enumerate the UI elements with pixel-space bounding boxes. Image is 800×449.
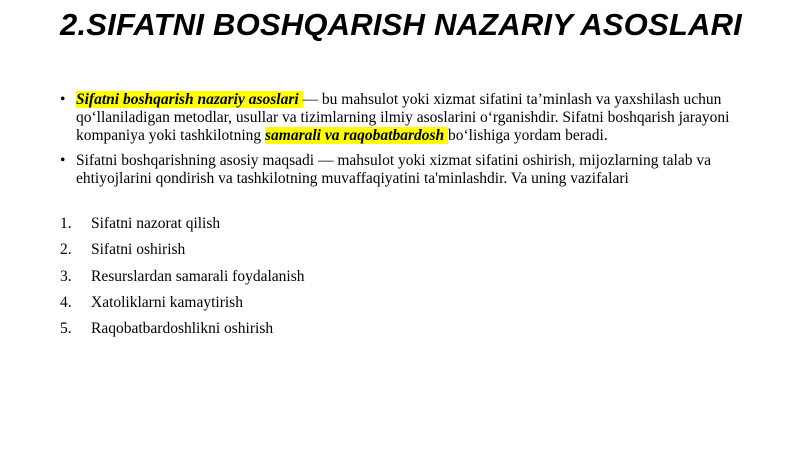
item-number: 4. [60,293,72,311]
numbered-list [60,215,750,346]
bullet-text: Sifatni boshqarishning asosiy maqsadi — mahsulot yoki xizmat sifatini oshirish, mijozlarning talab va ehtiyojlarini qondirish va tashkilotning muvaffaqiyatini ta'minlashdir. Va uning vazifalari [76,151,711,187]
item-number: 1. [60,215,72,232]
item-number: 3. [60,267,72,285]
highlighted-term: samarali va raqobatbardosh [265,127,449,145]
slide-title: 2.SIFATNI BOSHQARISH NAZARIY ASOSLARI [60,7,742,42]
numbered-item [60,215,750,241]
item-number: 5. [60,320,72,338]
item-text: Raqobatbardoshlikni oshirish [91,320,274,338]
bullet-item [60,152,750,188]
bullet-text: — bu mahsulot yoki xizmat sifatini taʼminlash va yaxshilash uchun qoʻllaniladigan metodlar, usullar va tizimlarning ilmiy asoslarini oʻrganishdir. Sifatni boshqarish jarayoni kompaniya yoki tashkilotning [76,91,730,145]
numbered-item [60,294,750,320]
bullet-list [60,91,750,194]
numbered-item [60,241,750,267]
bullet-text: boʻlishiga yordam beradi. [448,127,608,145]
item-text: Sifatni oshirish [91,241,186,259]
bullet-item [60,91,750,146]
numbered-item [60,320,750,346]
item-text: Xatoliklarni kamaytirish [91,293,243,311]
bullet-marker: • [60,151,66,169]
item-text: Resurslardan samarali foydalanish [91,267,305,285]
highlighted-term: Sifatni boshqarish nazariy asoslari [76,91,303,108]
item-number: 2. [60,241,72,259]
bullet-marker: • [60,91,66,108]
numbered-item [60,268,750,294]
item-text: Sifatni nazorat qilish [91,215,221,232]
